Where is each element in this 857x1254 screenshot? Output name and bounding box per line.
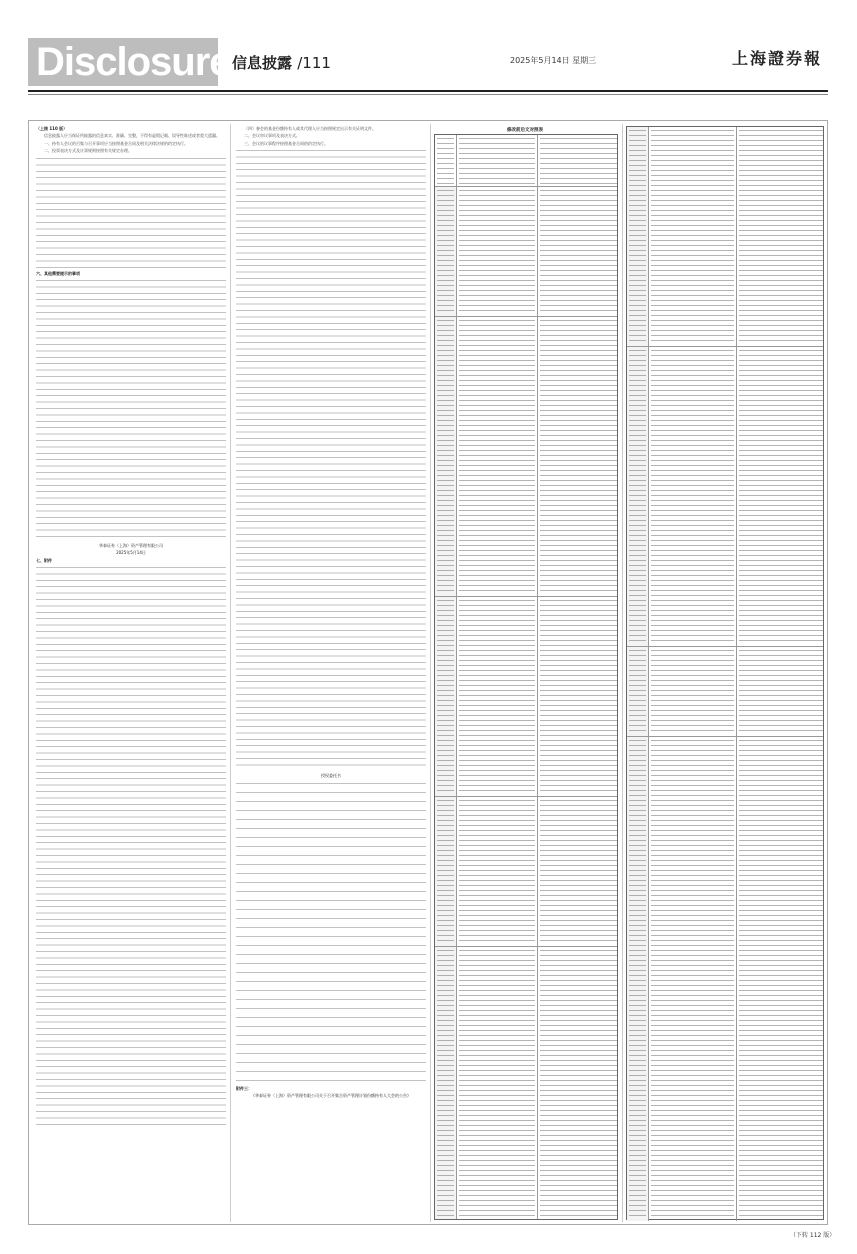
- section-name: 信息披露: [232, 54, 293, 72]
- table-title: 修改前后文对照表: [507, 128, 543, 133]
- text-block: [236, 150, 426, 770]
- body-paragraph: 信息披露人应当保证所披露的信息真实、准确、完整，不得有虚假记载、误导性陈述或者重大遗漏。: [44, 133, 220, 139]
- page-number: /111: [297, 54, 331, 72]
- form-heading: 授权委托书: [321, 773, 341, 779]
- article-column-1: [36, 126, 226, 1221]
- comparison-table-left: [434, 134, 618, 1220]
- section-heading: 附件三：: [236, 1085, 252, 1091]
- column-divider: [430, 124, 431, 1222]
- table-row: [627, 737, 823, 1221]
- section-heading: 七、附件: [36, 557, 52, 563]
- continued-note: （上接 110 版）: [36, 126, 68, 131]
- column-divider: [622, 124, 623, 1222]
- masthead-rule-thin: [28, 94, 828, 95]
- body-paragraph: 三、会议的议事程序按照基金合同的约定执行。: [244, 140, 328, 146]
- continued-footer: （下转 112 版）: [790, 1232, 836, 1239]
- section-title: [232, 52, 331, 73]
- text-block: [36, 280, 226, 540]
- text-block: [36, 567, 226, 1127]
- section-heading: 六、其他需要提示的事项: [36, 270, 80, 276]
- table-row: [435, 597, 617, 797]
- table-row: [435, 317, 617, 597]
- table-row: [435, 187, 617, 317]
- table-row: [435, 797, 617, 947]
- column-divider: [230, 124, 231, 1222]
- body-paragraph: 二、投票表决方式及计票规则按照有关规定办理。: [44, 148, 132, 154]
- masthead: [0, 0, 857, 100]
- table-row: [627, 647, 823, 737]
- table-row: [627, 347, 823, 647]
- article-column-2: [236, 126, 426, 1221]
- logo-text: Disclosure: [36, 40, 231, 84]
- signature: 华泰证券（上海）资产管理有限公司: [99, 543, 163, 549]
- table-row: [627, 127, 823, 347]
- table-row: [435, 947, 617, 1219]
- body-paragraph: （四）参会的基金份额持有人或其代理人应当按照规定出示有关证明文件。: [244, 126, 376, 131]
- table-row: [435, 135, 617, 187]
- comparison-table-right: [626, 126, 824, 1220]
- sign-date: 2025年5月14日: [116, 550, 146, 556]
- text-block: [36, 158, 226, 268]
- masthead-rule: [28, 90, 828, 92]
- disclosure-logo: [28, 38, 231, 86]
- newspaper-brand: 上海證券報: [732, 49, 823, 68]
- body-paragraph: 二、会议审议事项及表决方式。: [244, 133, 300, 139]
- dateline: 2025年5月14日 星期三: [510, 56, 597, 65]
- closing-title: 《华泰证券（上海）资产管理有限公司关于召开集合资产管理计划份额持有人大会的公告》: [251, 1093, 411, 1099]
- form-block: [236, 783, 426, 1083]
- body-paragraph: 一、持有人会议的召集与召开事项应当按照基金合同及相关法律法规的约定执行。: [44, 140, 188, 146]
